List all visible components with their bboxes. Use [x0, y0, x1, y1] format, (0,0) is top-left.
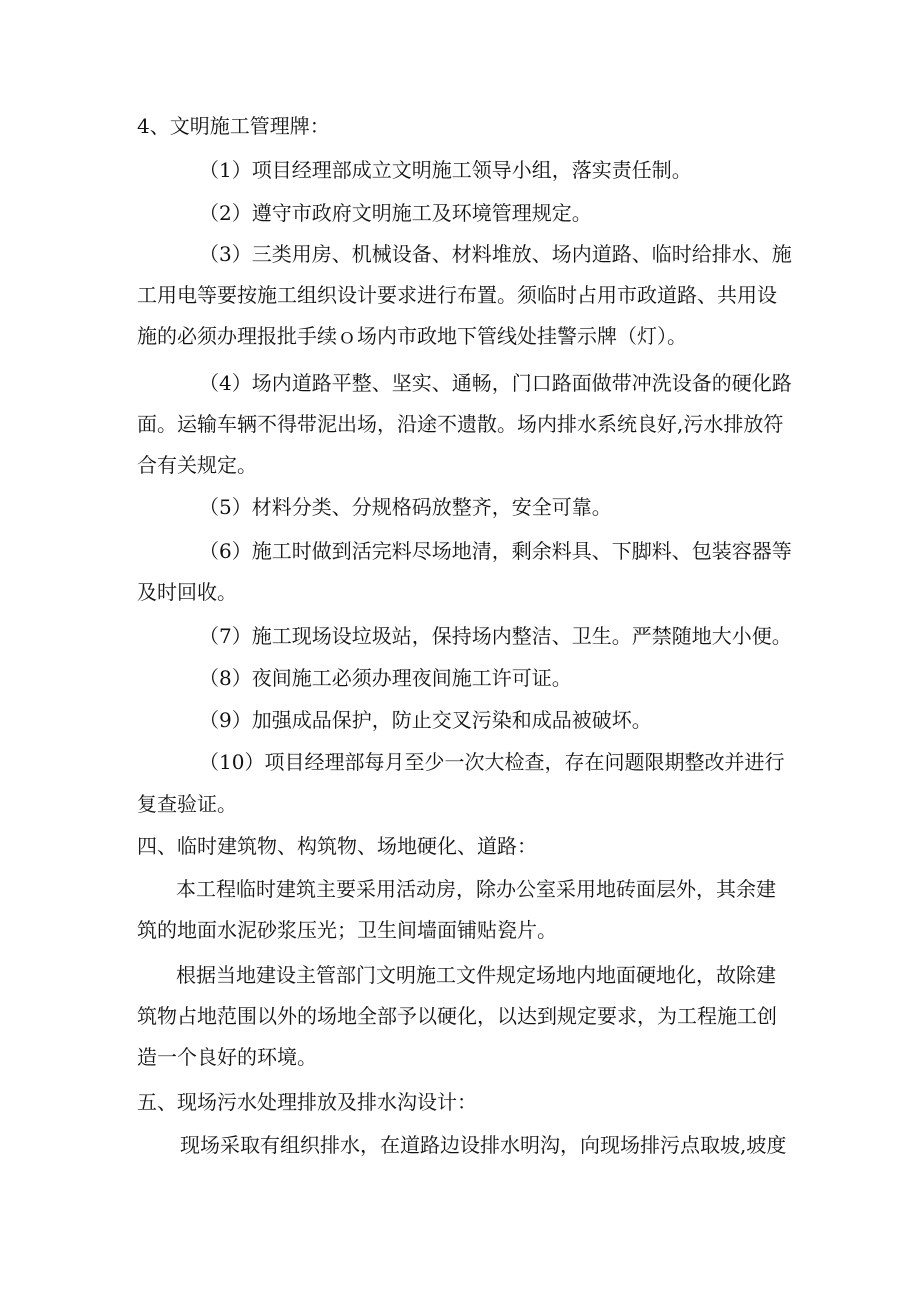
- item-4-line-2: 面。运输车辆不得带泥出场，沿途不遗散。场内排水系统良好,污水排放符: [137, 412, 784, 436]
- item-4-line-3: 合有关规定。: [137, 453, 257, 477]
- item-6-line-2: 及时回收。: [137, 580, 237, 604]
- section-four-p2-line-1: 根据当地建设主管部门文明施工文件规定场地内地面硬地化，故除建: [176, 963, 776, 987]
- item-3-line-2: 工用电等要按施工组织设计要求进行布置。须临时占用市政道路、共用设: [137, 283, 777, 307]
- section-four-p1-line-2: 筑的地面水泥砂浆压光；卫生间墙面铺贴瓷片。: [137, 918, 557, 942]
- item-2: （2）遵守市政府文明施工及环境管理规定。: [199, 201, 592, 225]
- item-10-line-2: 复查验证。: [137, 792, 237, 816]
- item-6-line-1: （6）施工时做到活完料尽场地清，剩余料具、下脚料、包装容器等: [199, 539, 792, 563]
- section-five-p1-line-1: 现场采取有组织排水，在道路边设排水明沟，向现场排污点取坡,坡度: [180, 1133, 787, 1157]
- section-four-p1-line-1: 本工程临时建筑主要采用活动房，除办公室采用地砖面层外，其余建: [176, 877, 776, 901]
- section-four-p2-line-2: 筑物占地范围以外的场地全部予以硬化，以达到规定要求，为工程施工创: [137, 1004, 777, 1028]
- section-five-heading: 五、现场污水处理排放及排水沟设计：: [137, 1090, 477, 1114]
- item-9: （9）加强成品保护，防止交叉污染和成品被破坏。: [199, 708, 652, 732]
- section-4-heading: 4、文明施工管理牌：: [137, 114, 330, 138]
- item-3-line-3: 施的必须办理报批手续ｏ场内市政地下管线处挂警示牌（灯）。: [137, 324, 687, 348]
- item-10-line-1: （10）项目经理部每月至少一次大检查，存在问题限期整改并进行: [199, 750, 785, 774]
- item-5: （5）材料分类、分规格码放整齐，安全可靠。: [199, 495, 612, 519]
- section-four-p2-line-3: 造一个良好的环境。: [137, 1045, 317, 1069]
- item-4-line-1: （4）场内道路平整、坚实、通畅，门口路面做带冲洗设备的硬化路: [199, 371, 792, 395]
- item-8: （8）夜间施工必须办理夜间施工许可证。: [199, 666, 572, 690]
- item-3-line-1: （3）三类用房、机械设备、材料堆放、场内道路、临时给排水、施: [199, 242, 792, 266]
- item-7: （7）施工现场设垃圾站，保持场内整洁、卫生。严禁随地大小便。: [199, 624, 792, 648]
- section-four-heading: 四、临时建筑物、构筑物、场地硬化、道路：: [137, 834, 537, 858]
- item-1: （1）项目经理部成立文明施工领导小组，落实责任制。: [199, 158, 692, 182]
